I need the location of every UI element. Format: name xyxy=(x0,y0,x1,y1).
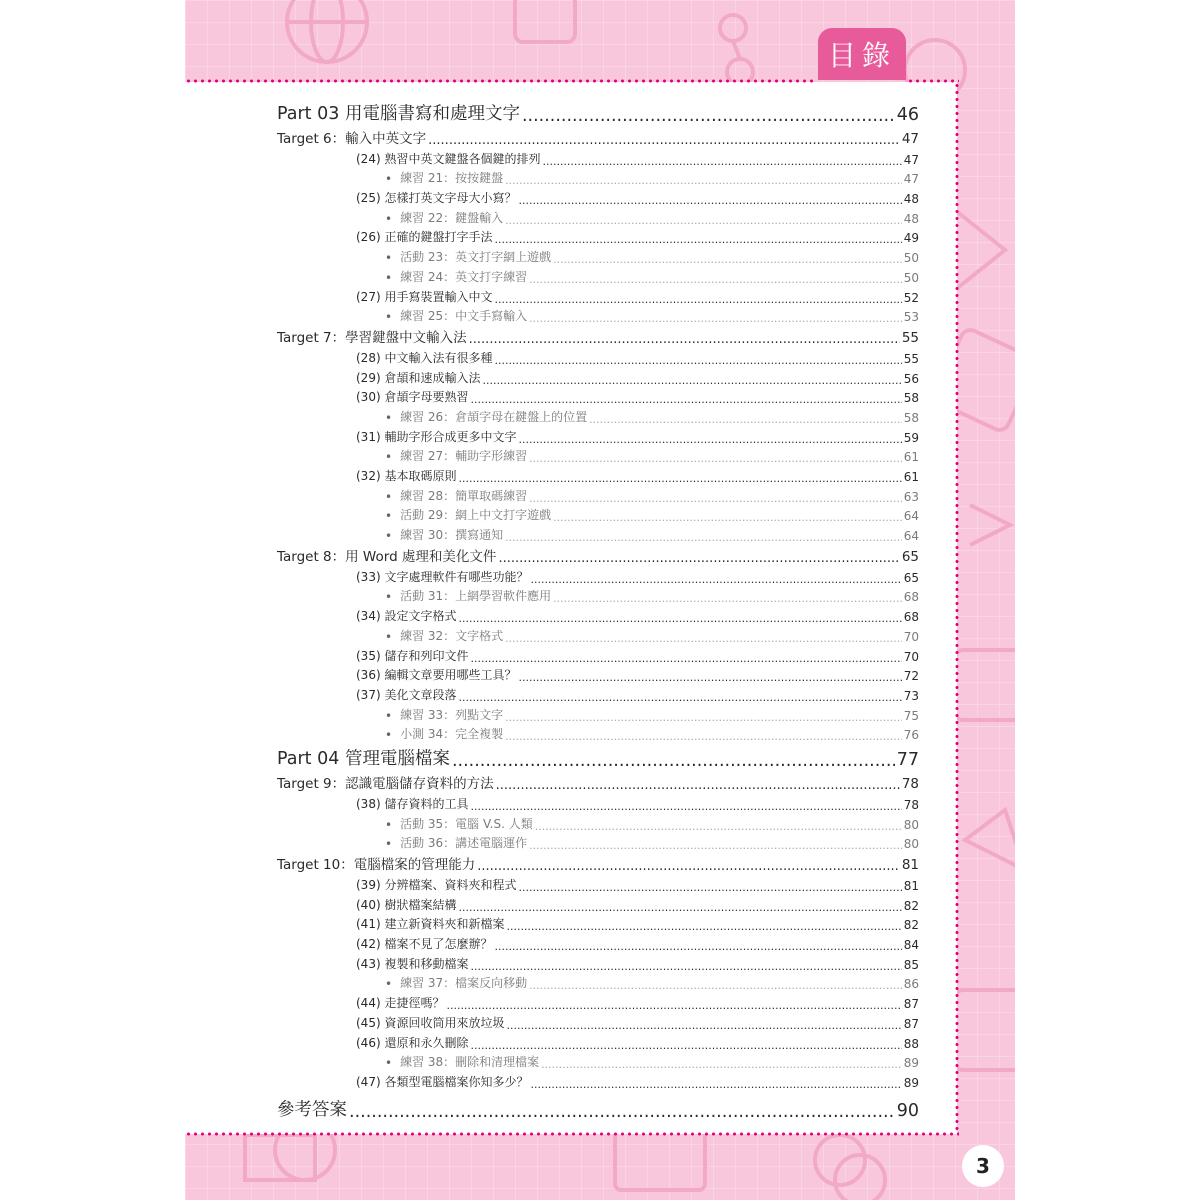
toc-entry-page: 48 xyxy=(903,211,919,226)
toc-entry-title: 練習 30：撰寫通知 xyxy=(400,528,504,543)
toc-entry-item[interactable] xyxy=(277,952,919,972)
toc-entry-page: 49 xyxy=(903,231,919,246)
dot-leader xyxy=(477,860,900,873)
toc-entry-page: 87 xyxy=(903,1016,919,1031)
dot-leader xyxy=(505,731,902,742)
toc-entry-page: 65 xyxy=(901,549,919,566)
toc-entry-page: 47 xyxy=(903,172,919,187)
toc-entry-title: Target 7：學習鍵盤中文輸入法 xyxy=(277,330,467,347)
dot-leader xyxy=(530,1079,901,1090)
toc-entry-title: 活動 29：網上中文打字遊戲 xyxy=(400,508,552,523)
bullet-icon: • xyxy=(385,450,393,465)
toc-entry-target[interactable] xyxy=(277,325,919,346)
toc-entry-page: 78 xyxy=(901,776,919,793)
toc-entry-item[interactable] xyxy=(277,913,919,933)
toc-entry-page: 52 xyxy=(903,290,919,305)
dot-leader xyxy=(529,453,902,464)
page-number: 3 xyxy=(962,1145,1004,1187)
toc-entry-page: 77 xyxy=(896,750,919,771)
dot-leader xyxy=(349,1104,895,1121)
dot-leader xyxy=(505,532,902,543)
dot-leader xyxy=(505,215,902,226)
toc-entry-sub[interactable] xyxy=(277,445,919,465)
toc-entry-sub[interactable] xyxy=(277,812,919,832)
toc-entry-page: 55 xyxy=(901,330,919,347)
bullet-icon: • xyxy=(385,590,393,605)
toc-entry-ans[interactable] xyxy=(277,1094,919,1121)
dot-leader xyxy=(522,108,895,125)
toc-entry-page: 58 xyxy=(903,391,919,406)
toc-entry-title: (40) 樹狀檔案結構 xyxy=(356,897,457,912)
toc-entry-page: 86 xyxy=(903,977,919,992)
dot-leader xyxy=(458,613,901,624)
dot-leader xyxy=(470,801,901,812)
toc-entry-sub[interactable] xyxy=(277,167,919,187)
dot-leader xyxy=(470,1040,901,1051)
toc-entry-sub[interactable] xyxy=(277,484,919,504)
toc-entry-title: (41) 建立新資料夾和新檔案 xyxy=(356,917,505,932)
toc-entry-page: 68 xyxy=(903,590,919,605)
dot-leader xyxy=(505,712,902,723)
toc-entry-sub[interactable] xyxy=(277,723,919,743)
bullet-icon: • xyxy=(385,977,393,992)
toc-entry-sub[interactable] xyxy=(277,245,919,265)
toc-entry-title: Target 9：認識電腦儲存資料的方法 xyxy=(277,776,494,793)
dot-leader xyxy=(446,1000,901,1011)
toc-entry-page: 65 xyxy=(903,570,919,585)
dotted-border-right xyxy=(955,82,959,1134)
toc-heading-badge: 目錄 xyxy=(818,28,906,80)
toc-entry-page: 64 xyxy=(903,509,919,524)
toc-entry-title: (27) 用手寫裝置輸入中文 xyxy=(356,289,493,304)
toc-entry-title: 練習 27：輔助字形練習 xyxy=(400,449,528,464)
toc-entry-page: 75 xyxy=(903,708,919,723)
toc-entry-page: 56 xyxy=(903,371,919,386)
bullet-icon: • xyxy=(385,509,393,524)
dot-leader xyxy=(482,375,901,386)
dot-leader xyxy=(494,941,901,952)
toc-entry-title: 練習 38：刪除和清理檔案 xyxy=(400,1055,540,1070)
dot-leader xyxy=(553,593,902,604)
toc-entry-sub[interactable] xyxy=(277,206,919,226)
toc-entry-item[interactable] xyxy=(277,285,919,305)
toc-entry-title: Target 6：輸入中英文字 xyxy=(277,131,427,147)
toc-entry-title: (32) 基本取碼原則 xyxy=(356,469,457,483)
toc-entry-page: 47 xyxy=(901,131,919,147)
toc-entry-page: 78 xyxy=(903,797,919,812)
toc-entry-page: 47 xyxy=(903,152,919,167)
toc-entry-item[interactable] xyxy=(277,226,919,246)
toc-entry-title: (44) 走捷徑嗎？ xyxy=(356,996,445,1011)
toc-entry-page: 89 xyxy=(903,1075,919,1090)
toc-entry-item[interactable] xyxy=(277,186,919,206)
bullet-icon: • xyxy=(385,1056,393,1071)
table-of-contents xyxy=(277,98,919,1121)
toc-entry-page: 90 xyxy=(896,1100,919,1121)
dot-leader xyxy=(458,473,901,484)
dot-leader xyxy=(496,779,900,792)
toc-entry-title: 活動 35：電腦 V.S. 人類 xyxy=(400,816,533,831)
dot-leader xyxy=(498,552,899,565)
dot-leader xyxy=(518,672,901,683)
toc-entry-sub[interactable] xyxy=(277,1051,919,1071)
toc-entry-sub[interactable] xyxy=(277,504,919,524)
toc-entry-title: 練習 25：中文手寫輸入 xyxy=(400,309,528,324)
toc-entry-title: Part 04 管理電腦檔案 xyxy=(277,749,450,770)
toc-entry-page: 46 xyxy=(896,105,919,125)
toc-entry-sub[interactable] xyxy=(277,624,919,644)
toc-entry-title: (24) 熟習中英文鍵盤各個鍵的排列 xyxy=(356,151,541,166)
toc-entry-page: 61 xyxy=(903,470,919,484)
toc-entry-item[interactable] xyxy=(277,464,919,484)
dot-leader xyxy=(553,512,902,523)
toc-entry-page: 59 xyxy=(903,430,919,445)
toc-entry-page: 61 xyxy=(903,450,919,465)
toc-entry-item[interactable] xyxy=(277,792,919,812)
toc-entry-item[interactable] xyxy=(277,366,919,386)
toc-entry-page: 68 xyxy=(903,610,919,625)
dot-leader xyxy=(428,134,900,147)
dot-leader xyxy=(535,821,902,832)
toc-entry-title: (29) 倉頡和速成輸入法 xyxy=(356,370,481,385)
bullet-icon: • xyxy=(385,310,393,325)
bullet-icon: • xyxy=(385,489,393,504)
toc-entry-title: 活動 31：上網學習軟件應用 xyxy=(400,589,552,604)
toc-entry-title: 活動 23：英文打字網上遊戲 xyxy=(400,250,552,265)
dot-leader xyxy=(529,493,902,504)
bullet-icon: • xyxy=(385,270,393,285)
dot-leader xyxy=(518,882,901,893)
toc-entry-item[interactable] xyxy=(277,1011,919,1031)
toc-entry-sub[interactable] xyxy=(277,703,919,723)
dot-leader xyxy=(529,274,902,285)
toc-entry-sub[interactable] xyxy=(277,972,919,992)
toc-entry-sub[interactable] xyxy=(277,523,919,543)
toc-entry-page: 82 xyxy=(903,898,919,913)
toc-entry-title: (28) 中文輸入法有很多種 xyxy=(356,350,493,365)
toc-entry-page: 50 xyxy=(903,251,919,266)
toc-entry-title: 練習 32：文字格式 xyxy=(400,628,504,643)
toc-entry-page: 70 xyxy=(903,629,919,644)
toc-entry-item[interactable] xyxy=(277,683,919,703)
dotted-border-top-right xyxy=(907,79,959,83)
toc-entry-item[interactable] xyxy=(277,386,919,406)
toc-entry-title: 小測 34：完全複製 xyxy=(400,727,504,742)
toc-entry-title: (47) 各類型電腦檔案你知多少？ xyxy=(356,1074,529,1089)
dotted-border-bottom xyxy=(185,1132,959,1136)
toc-entry-page: 72 xyxy=(903,669,919,684)
toc-entry-page: 89 xyxy=(903,1056,919,1071)
dot-leader xyxy=(494,234,901,245)
toc-entry-title: 練習 33：列點文字 xyxy=(400,707,504,722)
toc-entry-page: 58 xyxy=(903,410,919,425)
toc-entry-item[interactable] xyxy=(277,873,919,893)
bullet-icon: • xyxy=(385,251,393,266)
toc-entry-title: Part 03 用電腦書寫和處理文字 xyxy=(277,104,520,124)
bullet-icon: • xyxy=(385,837,393,852)
toc-entry-page: 53 xyxy=(903,310,919,325)
toc-entry-title: (46) 還原和永久刪除 xyxy=(356,1035,469,1050)
dot-leader xyxy=(529,313,902,324)
dot-leader xyxy=(506,1020,901,1031)
toc-entry-title: (33) 文字處理軟件有哪些功能？ xyxy=(356,569,529,584)
toc-entry-title: Target 10：電腦檔案的管理能力 xyxy=(277,857,476,874)
toc-entry-title: 練習 22：鍵盤輸入 xyxy=(400,210,504,225)
toc-entry-page: 55 xyxy=(903,351,919,366)
toc-entry-item[interactable] xyxy=(277,147,919,167)
toc-entry-target[interactable] xyxy=(277,852,919,873)
toc-entry-title: (26) 正確的鍵盤打字手法 xyxy=(356,230,493,245)
dot-leader xyxy=(589,414,902,425)
dot-leader xyxy=(494,294,901,305)
toc-entry-title: (38) 儲存資料的工具 xyxy=(356,796,469,811)
toc-entry-title: Target 8：用 Word 處理和美化文件 xyxy=(277,549,497,566)
toc-entry-title: (39) 分辨檔案、資料夾和程式 xyxy=(356,878,517,892)
toc-entry-target[interactable] xyxy=(277,544,919,565)
toc-entry-title: (35) 儲存和列印文件 xyxy=(356,648,469,663)
toc-entry-title: (45) 資源回收筒用來放垃圾 xyxy=(356,1015,505,1030)
toc-entry-page: 70 xyxy=(903,649,919,664)
toc-entry-item[interactable] xyxy=(277,565,919,585)
dot-leader xyxy=(469,333,900,346)
toc-entry-title: (36) 編輯文章要用哪些工具？ xyxy=(356,668,517,683)
dot-leader xyxy=(529,840,902,851)
toc-entry-page: 82 xyxy=(903,918,919,933)
dot-leader xyxy=(542,156,901,167)
toc-entry-sub[interactable] xyxy=(277,405,919,425)
dot-leader xyxy=(506,921,901,932)
toc-entry-target[interactable] xyxy=(277,126,919,147)
toc-entry-page: 73 xyxy=(903,688,919,703)
toc-entry-item[interactable] xyxy=(277,664,919,684)
toc-entry-target[interactable] xyxy=(277,771,919,792)
toc-entry-title: 練習 21：按按鍵盤 xyxy=(400,171,504,186)
toc-entry-page: 84 xyxy=(903,938,919,953)
dot-leader xyxy=(470,653,901,664)
bullet-icon: • xyxy=(385,172,393,187)
dot-leader xyxy=(518,434,901,445)
bullet-icon: • xyxy=(385,708,393,723)
toc-entry-sub[interactable] xyxy=(277,585,919,605)
dot-leader xyxy=(494,355,901,366)
toc-entry-title: (25) 怎樣打英文字母大小寫？ xyxy=(356,191,517,206)
toc-entry-page: 48 xyxy=(903,192,919,207)
toc-entry-title: 練習 37：檔案反向移動 xyxy=(400,976,528,991)
toc-entry-page: 81 xyxy=(903,879,919,893)
toc-entry-page: 80 xyxy=(903,837,919,852)
toc-entry-page: 63 xyxy=(903,489,919,504)
toc-entry-part[interactable] xyxy=(277,743,919,770)
toc-entry-page: 80 xyxy=(903,817,919,832)
toc-entry-page: 76 xyxy=(903,728,919,743)
bullet-icon: • xyxy=(385,529,393,544)
toc-entry-item[interactable] xyxy=(277,893,919,913)
bullet-icon: • xyxy=(385,629,393,644)
toc-entry-title: 練習 28：簡單取碼練習 xyxy=(400,488,528,503)
toc-entry-title: (30) 倉頡字母要熟習 xyxy=(356,390,469,405)
toc-entry-title: (37) 美化文章段落 xyxy=(356,687,457,702)
toc-entry-item[interactable] xyxy=(277,1070,919,1090)
dot-leader xyxy=(553,254,902,265)
toc-entry-page: 50 xyxy=(903,270,919,285)
toc-entry-page: 85 xyxy=(903,957,919,972)
bullet-icon: • xyxy=(385,728,393,743)
bullet-icon: • xyxy=(385,211,393,226)
toc-entry-item[interactable] xyxy=(277,644,919,664)
toc-entry-page: 81 xyxy=(901,857,919,874)
dot-leader xyxy=(505,175,902,186)
toc-entry-title: (43) 複製和移動檔案 xyxy=(356,956,469,971)
dotted-border-top xyxy=(185,79,817,83)
dot-leader xyxy=(470,961,901,972)
toc-entry-title: (42) 檔案不見了怎麼辦？ xyxy=(356,937,493,952)
toc-entry-item[interactable] xyxy=(277,425,919,445)
toc-entry-item[interactable] xyxy=(277,991,919,1011)
toc-entry-page: 64 xyxy=(903,529,919,544)
dot-leader xyxy=(458,902,901,913)
dot-leader xyxy=(530,574,901,585)
toc-entry-title: 練習 24：英文打字練習 xyxy=(400,269,528,284)
dot-leader xyxy=(541,1059,902,1070)
toc-entry-sub[interactable] xyxy=(277,832,919,852)
toc-entry-sub[interactable] xyxy=(277,305,919,325)
toc-entry-item[interactable] xyxy=(277,1031,919,1051)
toc-entry-item[interactable] xyxy=(277,932,919,952)
toc-entry-title: 參考答案 xyxy=(277,1099,347,1120)
dot-leader xyxy=(518,195,901,206)
toc-entry-page: 87 xyxy=(903,997,919,1012)
bullet-icon: • xyxy=(385,410,393,425)
dot-leader xyxy=(470,394,901,405)
dot-leader xyxy=(458,692,901,703)
toc-entry-item[interactable] xyxy=(277,346,919,366)
toc-entry-title: 活動 36：講述電腦運作 xyxy=(400,836,528,851)
toc-entry-page: 88 xyxy=(903,1036,919,1051)
toc-entry-item[interactable] xyxy=(277,604,919,624)
dot-leader xyxy=(505,633,902,644)
toc-entry-title: (34) 設定文字格式 xyxy=(356,609,457,624)
toc-entry-part[interactable] xyxy=(277,98,919,125)
dot-leader xyxy=(452,753,895,770)
toc-entry-sub[interactable] xyxy=(277,265,919,285)
dot-leader xyxy=(529,980,902,991)
bullet-icon: • xyxy=(385,817,393,832)
toc-entry-title: 練習 26：倉頡字母在鍵盤上的位置 xyxy=(400,409,588,424)
toc-entry-title: (31) 輔助字形合成更多中文字 xyxy=(356,429,517,444)
